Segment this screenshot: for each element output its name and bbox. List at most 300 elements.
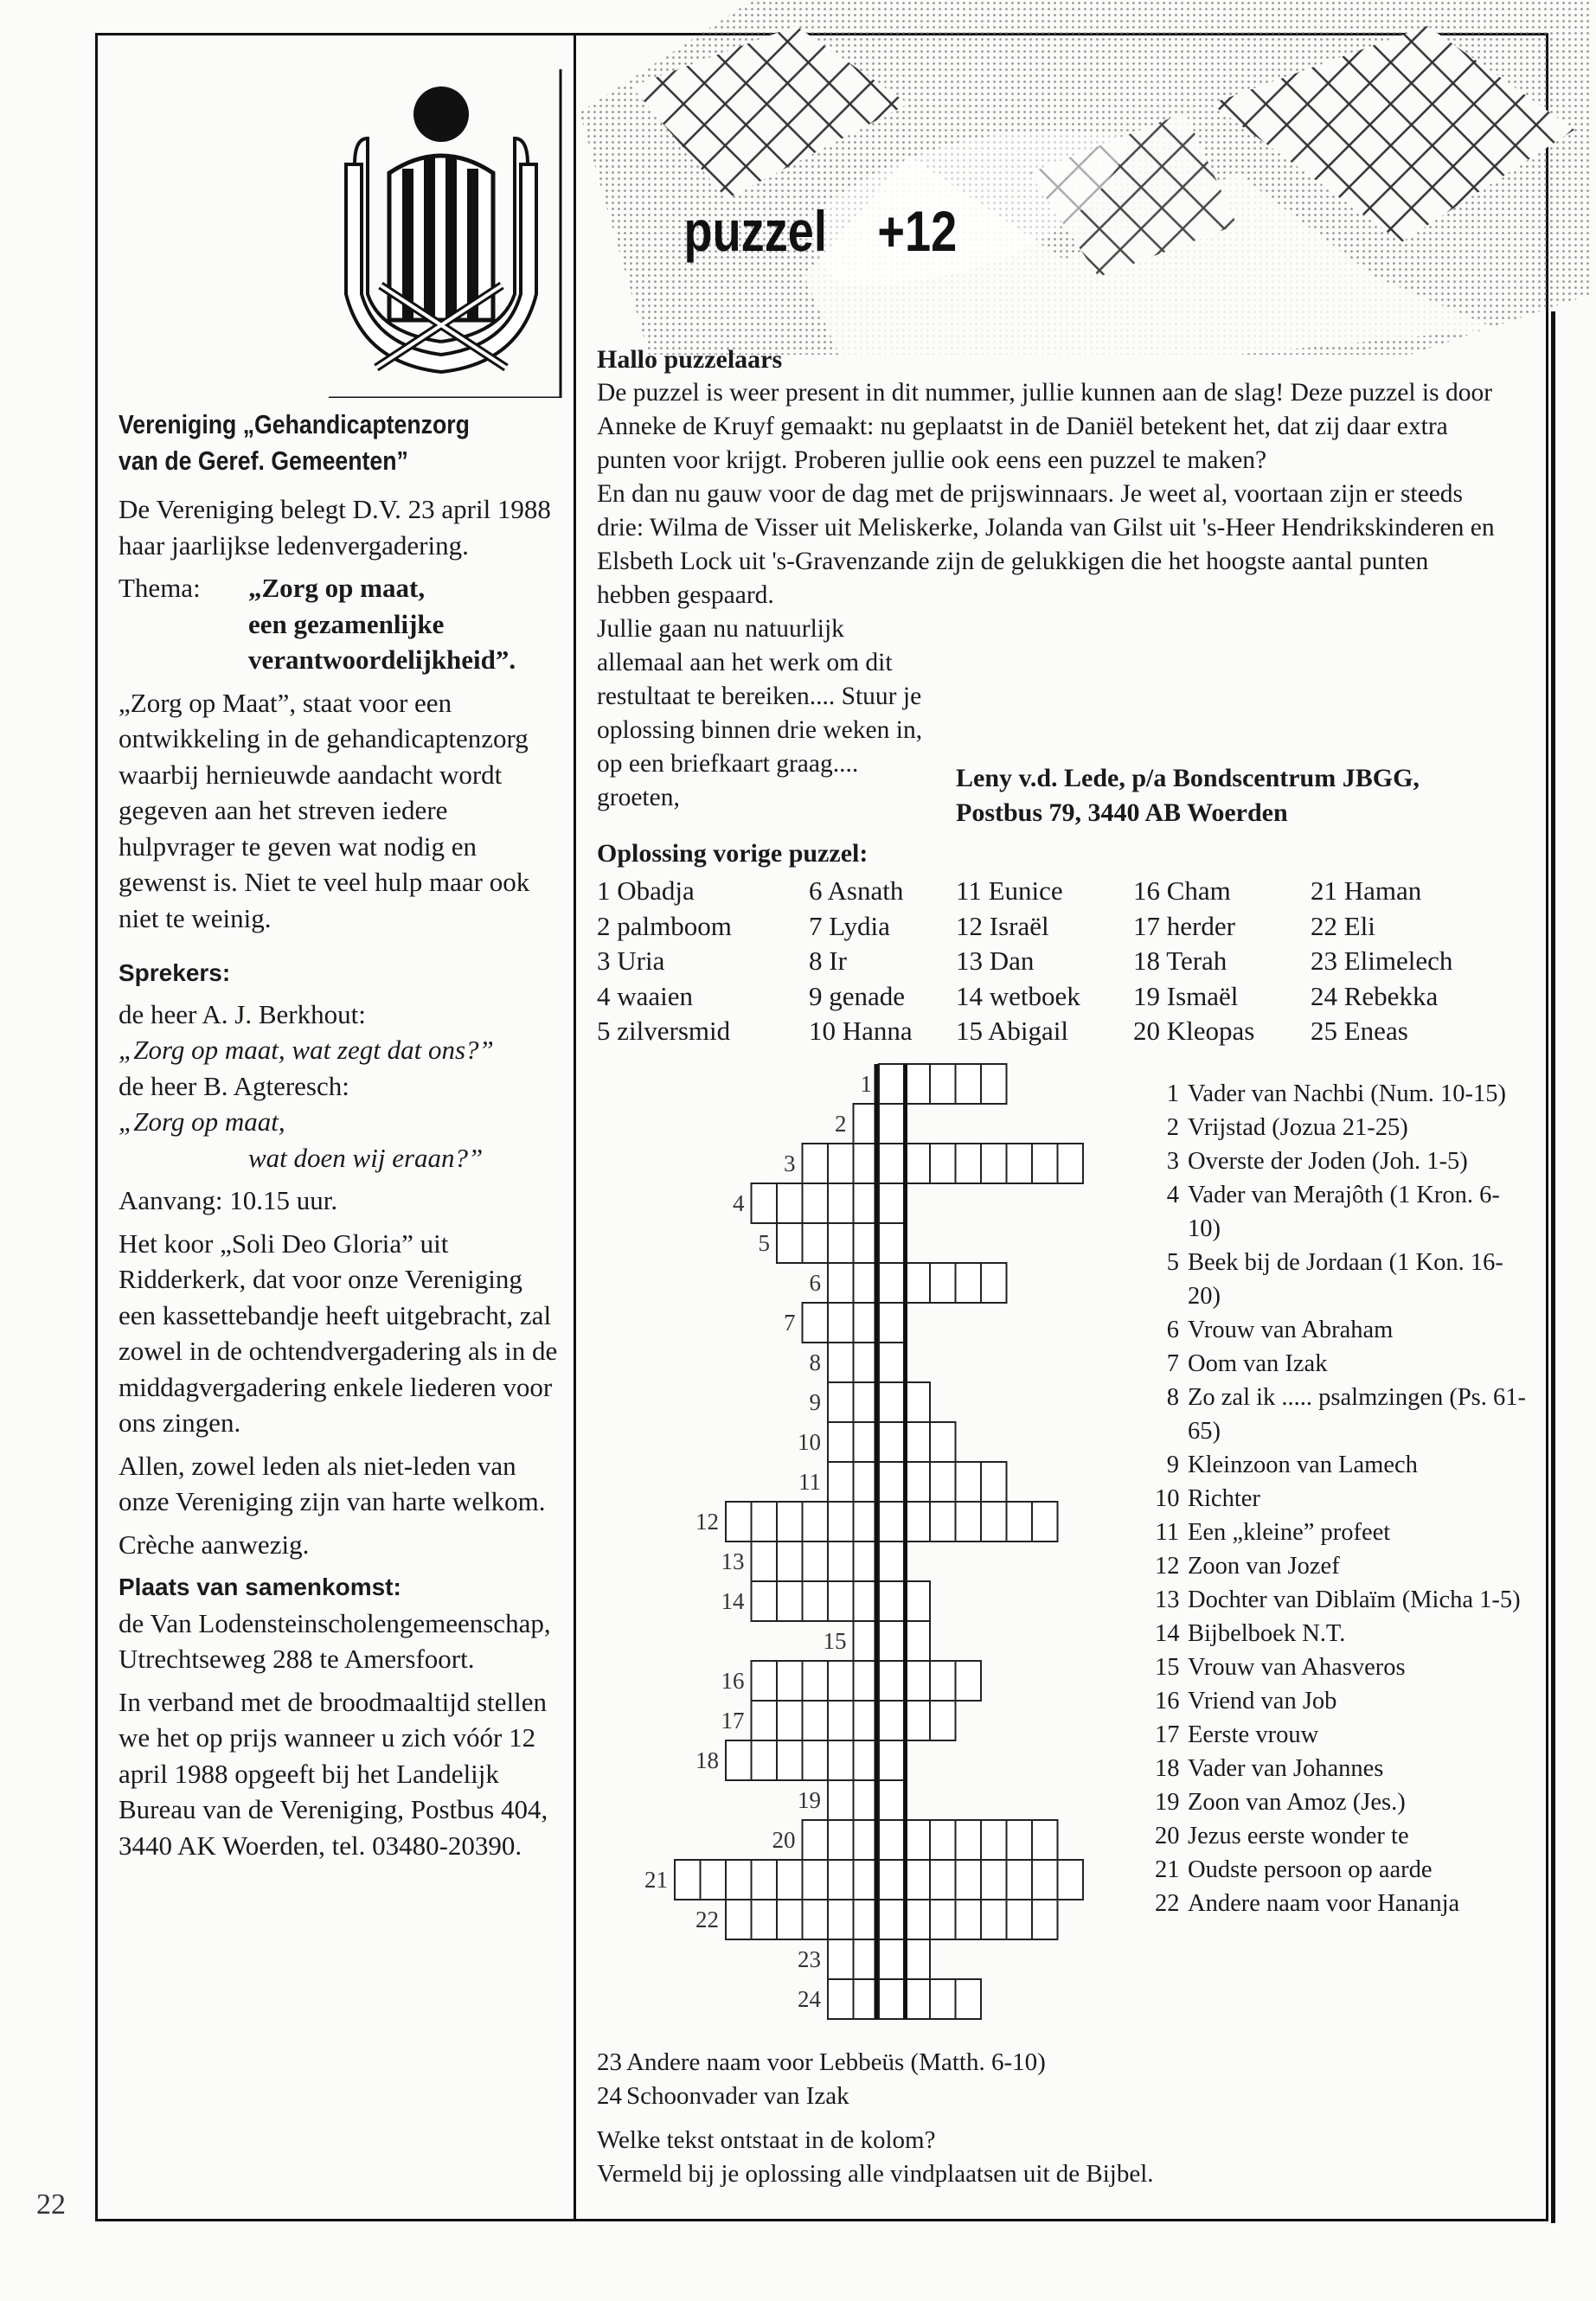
solution-item: 3 Uria — [597, 945, 665, 976]
crossword-cell[interactable] — [828, 1263, 854, 1303]
clue-item — [1155, 1752, 1527, 1785]
crossword-cell[interactable] — [981, 1462, 1007, 1502]
clue-text: Dochter van Diblaïm (Micha 1-5) — [1188, 1586, 1521, 1613]
crossword-cell[interactable] — [828, 1860, 854, 1900]
row-number: 21 — [644, 1867, 668, 1893]
clue-text: Kleinzoon van Lamech — [1188, 1452, 1418, 1478]
clue-text: Zo zal ik ..... psalmzingen (Ps. 61-65) — [1188, 1384, 1527, 1445]
solution-column-cell[interactable] — [879, 1740, 905, 1780]
crossword-cell[interactable] — [828, 1343, 854, 1382]
crossword-cell[interactable] — [930, 1860, 956, 1900]
crossword-cell[interactable] — [752, 1661, 778, 1701]
solution-item: 16 Cham — [1133, 875, 1231, 906]
clue-item — [1155, 1144, 1527, 1178]
solution-item: 25 Eneas — [1311, 1016, 1408, 1046]
puzzle-intro — [597, 343, 1505, 815]
crossword-cell[interactable] — [777, 1701, 803, 1740]
solution-item: 17 herder — [1133, 910, 1235, 941]
solution-item: 7 Lydia — [809, 910, 890, 941]
clue-number: 1 — [1166, 1080, 1179, 1107]
row-number: 15 — [823, 1628, 847, 1654]
crossword-cell[interactable] — [803, 1183, 829, 1223]
association-title: Vereniging „Gehandicaptenzorg van de Geref. Gemeenten” — [119, 409, 470, 476]
row-number: 12 — [695, 1509, 719, 1535]
clue-item — [1155, 1853, 1527, 1887]
crossword-cell[interactable] — [1032, 1144, 1058, 1183]
question-1: Welke tekst ontstaat in de kolom? — [597, 2126, 936, 2154]
row-number: 22 — [695, 1907, 719, 1932]
crossword-cell[interactable] — [956, 1144, 982, 1183]
crossword-grid — [588, 1060, 1107, 2046]
edge-bar — [1551, 311, 1555, 2223]
clue-item — [1155, 1313, 1527, 1347]
crossword-cell[interactable] — [675, 1860, 701, 1900]
solution-column-cell[interactable] — [879, 1780, 905, 1820]
clue-number: 16 — [1155, 1688, 1180, 1715]
crossword-cell[interactable] — [803, 1581, 829, 1621]
page-number: 22 — [36, 2189, 66, 2221]
crossword-cell[interactable] — [828, 1939, 854, 1979]
solution-column — [597, 874, 732, 1049]
crossword-cell[interactable] — [777, 1900, 803, 1939]
crossword-cell[interactable] — [981, 1064, 1007, 1104]
puzzle-number: +12 — [877, 198, 958, 264]
clue-item — [1155, 1448, 1527, 1482]
intro-para-2: En dan nu gauw voor de dag met de prijswinnaars. Je weet al, voortaan zijn er steeds drie: Wilma de Visser uit Meliskerke, Jolanda van Gilst uit 's-Heer Hendrikskinderen en Elsbeth Lock uit 's-Gravenzande zijn de gelukkigen die het hoogste aantal punten hebben gespaard. — [597, 480, 1495, 609]
choir-text: Het koor „Soli Deo Gloria” uit Ridderkerk, dat voor onze Vereniging een kassettebandje heeft uitgebracht, zal zowel in de ochtendvergadering als in de middagvergadering enkele liederen voor ons zingen. — [119, 1227, 558, 1438]
clue-text: Richter — [1188, 1485, 1260, 1512]
clue-item — [1155, 1178, 1527, 1246]
crossword-cell[interactable] — [930, 1701, 956, 1740]
creche-text: Crèche aanwezig. — [119, 1529, 310, 1560]
clue-list — [1155, 1077, 1527, 1920]
crossword-cell[interactable] — [803, 1860, 829, 1900]
crossword-cell[interactable] — [726, 1740, 752, 1780]
solution-item: 8 Ir — [809, 945, 847, 976]
crossword-cell[interactable] — [1032, 1502, 1058, 1541]
clue-item — [597, 2080, 1540, 2113]
clue-text: Vader van Nachbi (Num. 10-15) — [1188, 1080, 1507, 1107]
clue-number: 23 — [597, 2048, 622, 2076]
solution-column-cell[interactable] — [879, 1223, 905, 1263]
clue-text: Vriend van Job — [1188, 1688, 1337, 1715]
row-number: 5 — [758, 1230, 770, 1256]
crossword-cell[interactable] — [828, 1820, 854, 1860]
column-divider — [574, 33, 576, 2221]
clue-number: 19 — [1155, 1789, 1180, 1816]
clue-number: 10 — [1155, 1485, 1180, 1512]
crossword-cell[interactable] — [777, 1860, 803, 1900]
row-number: 17 — [721, 1708, 745, 1734]
crossword-cell[interactable] — [752, 1183, 778, 1223]
row-number: 19 — [798, 1787, 821, 1813]
clue-item — [1155, 1482, 1527, 1516]
crossword-cell[interactable] — [905, 1939, 931, 1979]
crossword-cell[interactable] — [981, 1820, 1007, 1860]
clue-item — [1155, 1549, 1527, 1583]
solution-item: 1 Obadja — [597, 875, 695, 906]
clue-number: 9 — [1166, 1452, 1179, 1478]
speaker-2-topic: „Zorg op maat, — [119, 1106, 285, 1137]
clue-number: 17 — [1155, 1721, 1180, 1748]
crossword-cell[interactable] — [905, 1979, 931, 2019]
crossword-cell[interactable] — [726, 1502, 752, 1541]
clue-text: Zoon van Amoz (Jes.) — [1188, 1789, 1406, 1816]
theme-body: „Zorg op Maat”, staat voor een ontwikkeling in de gehandicaptenzorg waarbij hernieuwde aandacht wordt gegeven aan het streven iedere hulpvrager te geven wat nodig en gewenst is. Niet te veel hulp maar ook niet te weinig. — [119, 687, 530, 933]
clue-text: Beek bij de Jordaan (1 Kon. 16-20) — [1188, 1249, 1503, 1310]
crossword-cell[interactable] — [803, 1144, 829, 1183]
crossword-cell[interactable] — [1007, 1900, 1033, 1939]
clue-item — [1155, 1583, 1527, 1617]
solution-item: 10 Hanna — [809, 1016, 913, 1046]
solution-column-cell[interactable] — [879, 1820, 905, 1860]
row-number: 4 — [733, 1190, 745, 1216]
row-number: 14 — [721, 1588, 745, 1614]
solution-item: 20 Kleopas — [1133, 1016, 1255, 1046]
clue-text: Andere naam voor Hananja — [1188, 1890, 1460, 1917]
clue-number: 4 — [1166, 1182, 1179, 1208]
crossword-cell[interactable] — [956, 1263, 982, 1303]
clue-text: Overste der Joden (Joh. 1-5) — [1188, 1148, 1468, 1175]
solution-item: 5 zilversmid — [597, 1016, 731, 1046]
crossword-cell[interactable] — [777, 1541, 803, 1581]
crossword-cell[interactable] — [1007, 1860, 1033, 1900]
solution-item: 6 Asnath — [809, 875, 904, 906]
row-number: 10 — [798, 1429, 821, 1455]
crossword-cell[interactable] — [828, 1303, 854, 1343]
puzzle-title: puzzel — [683, 198, 827, 264]
clue-number: 18 — [1155, 1755, 1180, 1782]
crossword-cell[interactable] — [726, 1900, 752, 1939]
solution-column-cell[interactable] — [879, 1382, 905, 1422]
crossword-cell[interactable] — [803, 1661, 829, 1701]
clue-item — [1155, 1617, 1527, 1650]
clue-text: Vrijstad (Jozua 21-25) — [1188, 1114, 1408, 1141]
speaker-2-topic-cont: wat doen wij eraan?” — [248, 1142, 484, 1173]
clue-number: 3 — [1166, 1148, 1179, 1175]
crossword-cell[interactable] — [930, 1422, 956, 1462]
crossword-cell[interactable] — [1032, 1820, 1058, 1860]
solution-column-cell[interactable] — [879, 1064, 905, 1104]
crossword-cell[interactable] — [956, 1979, 982, 2019]
start-time: Aanvang: 10.15 uur. — [119, 1185, 338, 1215]
solution-item: 2 palmboom — [597, 910, 732, 941]
venue-text: de Van Lodensteinscholengemeenschap, Utrechtseweg 288 te Amersfoort. — [119, 1607, 551, 1674]
clue-number: 5 — [1166, 1249, 1179, 1276]
clue-text: Oudste persoon op aarde — [1188, 1856, 1433, 1883]
crossword-cell[interactable] — [956, 1502, 982, 1541]
crossword-cell[interactable] — [777, 1740, 803, 1780]
crossword-cell[interactable] — [981, 1900, 1007, 1939]
solution-column-cell[interactable] — [879, 1144, 905, 1183]
lunch-text: In verband met de broodmaaltijd stellen we het op prijs wanneer u zich vóór 12 april 1988 opgeeft bij het Landelijk Bureau van de Vereniging, Postbus 404, 3440 AK Woerden, tel. 03480-20390. — [119, 1686, 548, 1861]
crossword-cell[interactable] — [1058, 1860, 1084, 1900]
clue-item — [1155, 1246, 1527, 1313]
crossword-cell[interactable] — [777, 1183, 803, 1223]
solution-column-cell[interactable] — [879, 1462, 905, 1502]
venue-heading: Plaats van samenkomst: — [119, 1574, 401, 1600]
solution-column-cell[interactable] — [879, 1422, 905, 1462]
row-number: 1 — [860, 1071, 872, 1097]
crossword-cell[interactable] — [956, 1820, 982, 1860]
crossword-cell[interactable] — [930, 1263, 956, 1303]
solution-item: 9 genade — [809, 980, 906, 1011]
row-number: 20 — [772, 1827, 796, 1853]
crossword-cell[interactable] — [803, 1223, 829, 1263]
solution-column-cell[interactable] — [879, 1621, 905, 1661]
crossword-cell[interactable] — [956, 1462, 982, 1502]
row-number: 13 — [721, 1548, 745, 1574]
greeting: Hallo puzzelaars — [597, 345, 783, 374]
clue-text: Eerste vrouw — [1188, 1721, 1319, 1748]
clue-item — [1155, 1785, 1527, 1819]
solution-item: 22 Eli — [1311, 910, 1375, 941]
crossword-cell[interactable] — [905, 1661, 931, 1701]
clue-item — [1155, 1718, 1527, 1752]
solution-column-cell[interactable] — [879, 1939, 905, 1979]
crossword-cell[interactable] — [981, 1144, 1007, 1183]
clue-item — [1155, 1516, 1527, 1549]
crossword-cell[interactable] — [803, 1820, 829, 1860]
solution-item: 23 Elimelech — [1311, 945, 1453, 976]
crossword-cell[interactable] — [930, 1462, 956, 1502]
crossword-cell[interactable] — [930, 1502, 956, 1541]
row-number: 18 — [695, 1747, 719, 1773]
crossword-cell[interactable] — [777, 1661, 803, 1701]
solution-column-cell[interactable] — [879, 1183, 905, 1223]
crossword-cell[interactable] — [828, 1900, 854, 1939]
crossword-cell[interactable] — [1007, 1502, 1033, 1541]
crossword-cell[interactable] — [828, 1661, 854, 1701]
solution-column-cell[interactable] — [879, 1860, 905, 1900]
crossword-cell[interactable] — [905, 1860, 931, 1900]
solution-column-cell[interactable] — [879, 1263, 905, 1303]
clue-item — [1155, 1077, 1527, 1111]
crossword-cell[interactable] — [905, 1064, 931, 1104]
crossword-cell[interactable] — [803, 1740, 829, 1780]
clue-text: Oom van Izak — [1188, 1350, 1328, 1377]
solution-column-cell[interactable] — [879, 1104, 905, 1144]
clue-number: 2 — [1166, 1114, 1179, 1141]
crossword-cell[interactable] — [828, 1223, 854, 1263]
clue-number: 14 — [1155, 1620, 1180, 1647]
crossword-cell[interactable] — [803, 1502, 829, 1541]
crossword-cell[interactable] — [905, 1382, 931, 1422]
solution-column-cell[interactable] — [879, 1541, 905, 1581]
crossword-cell[interactable] — [828, 1183, 854, 1223]
crossword-cell[interactable] — [828, 1541, 854, 1581]
crossword-cell[interactable] — [905, 1263, 931, 1303]
crossword-cell[interactable] — [930, 1661, 956, 1701]
solution-column-cell[interactable] — [879, 1303, 905, 1343]
speaker-1-topic: „Zorg op maat, wat zegt dat ons?” — [119, 1035, 494, 1065]
crossword-cell[interactable] — [1007, 1820, 1033, 1860]
clue-text: Andere naam voor Lebbeüs (Matth. 6-10) — [626, 2048, 1046, 2076]
clue-text: Bijbelboek N.T. — [1188, 1620, 1346, 1647]
crossword-cell[interactable] — [752, 1900, 778, 1939]
solution-column-cell[interactable] — [879, 1701, 905, 1740]
solution-item: 19 Ismaël — [1133, 980, 1239, 1011]
clue-item — [1155, 1111, 1527, 1144]
solution-column-cell[interactable] — [879, 1581, 905, 1621]
crossword-cell[interactable] — [1058, 1144, 1084, 1183]
crossword-cell[interactable] — [930, 1820, 956, 1860]
clue-text: Een „kleine” profeet — [1188, 1519, 1391, 1546]
solution-item: 12 Israël — [956, 910, 1049, 941]
crossword-cell[interactable] — [905, 1144, 931, 1183]
row-number: 6 — [809, 1270, 821, 1296]
crossword-cell[interactable] — [930, 1900, 956, 1939]
theme: Thema: „Zorg op maat, een gezamenlijke verantwoordelijkheid”. — [119, 573, 516, 675]
solution-item: 21 Haman — [1311, 875, 1422, 906]
row-number: 11 — [798, 1469, 821, 1495]
intro-para-3: Jullie gaan nu natuurlijk allemaal aan het werk om dit restultaat te bereiken.... Stuur je oplossing binnen drie weken in, op een briefkaart graag.... groeten, — [597, 615, 923, 811]
crossword-cell[interactable] — [905, 1701, 931, 1740]
meeting-intro: De Vereniging belegt D.V. 23 april 1988 haar jaarlijkse ledenvergadering. — [119, 494, 551, 561]
clue-number: 12 — [1155, 1553, 1180, 1580]
crossword-cell[interactable] — [726, 1860, 752, 1900]
solution-item: 15 Abigail — [956, 1016, 1069, 1046]
clue-number: 6 — [1166, 1317, 1179, 1343]
clue-item — [1155, 1819, 1527, 1853]
solution-item: 14 wetboek — [956, 980, 1080, 1011]
clue-item — [597, 2046, 1540, 2080]
crossword-cell[interactable] — [777, 1502, 803, 1541]
solution-item: 18 Terah — [1133, 945, 1227, 976]
crossword-cell[interactable] — [803, 1701, 829, 1740]
puzzle-footer — [597, 2046, 1540, 2191]
speakers-heading: Sprekers: — [119, 959, 231, 986]
crossword-cell[interactable] — [905, 1900, 931, 1939]
speaker-2: de heer B. Agteresch: — [119, 1070, 349, 1101]
crossword-cell[interactable] — [752, 1502, 778, 1541]
solution-column-cell[interactable] — [879, 1979, 905, 2019]
solution-item: 11 Eunice — [956, 875, 1063, 906]
solution-column-cell[interactable] — [879, 1661, 905, 1701]
crossword-cell[interactable] — [905, 1820, 931, 1860]
solution-item: 4 waaien — [597, 980, 694, 1011]
crossword-cell[interactable] — [930, 1064, 956, 1104]
crossword-cell[interactable] — [777, 1223, 803, 1263]
crossword-cell[interactable] — [803, 1303, 829, 1343]
crossword-cell[interactable] — [777, 1581, 803, 1621]
solution-column — [1133, 874, 1254, 1049]
clue-number: 24 — [597, 2082, 622, 2110]
crossword-cell[interactable] — [981, 1502, 1007, 1541]
crossword-cell[interactable] — [803, 1541, 829, 1581]
clue-item — [1155, 1347, 1527, 1381]
association-announcement — [119, 407, 560, 1870]
crossword-cell[interactable] — [930, 1144, 956, 1183]
crossword-cell[interactable] — [956, 1064, 982, 1104]
crossword-cell[interactable] — [905, 1502, 931, 1541]
clue-text: Schoonvader van Izak — [626, 2082, 849, 2110]
clue-text: Vrouw van Ahasveros — [1188, 1654, 1406, 1681]
clue-number: 20 — [1155, 1823, 1180, 1849]
clue-text: Zoon van Jozef — [1188, 1553, 1340, 1580]
crossword-cell[interactable] — [752, 1740, 778, 1780]
crossword-cell[interactable] — [828, 1462, 854, 1502]
crossword-cell[interactable] — [1032, 1860, 1058, 1900]
clue-number: 22 — [1155, 1890, 1180, 1917]
crossword-cell[interactable] — [828, 1422, 854, 1462]
clue-number: 7 — [1166, 1350, 1179, 1377]
crossword-cell[interactable] — [828, 1740, 854, 1780]
clue-number: 21 — [1155, 1856, 1180, 1883]
speaker-1: de heer A. J. Berkhout: — [119, 998, 366, 1029]
crossword-cell[interactable] — [828, 1780, 854, 1820]
clue-number: 15 — [1155, 1654, 1180, 1681]
solution-column — [1311, 874, 1452, 1049]
crossword-cell[interactable] — [828, 1502, 854, 1541]
question-2: Vermeld bij je oplossing alle vindplaatsen uit de Bijbel. — [597, 2160, 1154, 2188]
solution-item: 24 Rebekka — [1311, 980, 1439, 1011]
crossword-cell[interactable] — [956, 1661, 982, 1701]
crossword-cell[interactable] — [752, 1581, 778, 1621]
clue-number: 13 — [1155, 1586, 1180, 1613]
crossword-cell[interactable] — [828, 1581, 854, 1621]
clue-text: Vader van Merajôth (1 Kron. 6-10) — [1188, 1182, 1500, 1242]
crossword-cell[interactable] — [956, 1860, 982, 1900]
crossword-cell[interactable] — [828, 1144, 854, 1183]
crossword-cell[interactable] — [981, 1860, 1007, 1900]
solution-heading: Oplossing vorige puzzel: — [597, 839, 869, 868]
solution-column-cell[interactable] — [879, 1900, 905, 1939]
crossword-cell[interactable] — [752, 1701, 778, 1740]
clue-number: 11 — [1155, 1519, 1179, 1546]
solution-column — [809, 874, 913, 1049]
row-number: 23 — [798, 1946, 821, 1972]
row-number: 24 — [798, 1986, 821, 2012]
row-number: 2 — [835, 1111, 847, 1137]
crossword-cell[interactable] — [752, 1541, 778, 1581]
row-number: 3 — [784, 1150, 796, 1176]
solution-column — [956, 874, 1080, 1049]
crossword-cell[interactable] — [828, 1701, 854, 1740]
crossword-cell[interactable] — [905, 1462, 931, 1502]
clue-text: Vrouw van Abraham — [1188, 1317, 1394, 1343]
crossword-cell[interactable] — [981, 1263, 1007, 1303]
crossword-cell[interactable] — [956, 1900, 982, 1939]
intro-para-1: De puzzel is weer present in dit nummer, jullie kunnen aan de slag! Deze puzzel is door Anneke de Kruyf gemaakt: nu geplaatst in de Daniël betekent het, dat zij daar extra punten voor krijgt. Proberen jullie ook eens een puzzel te maken? — [597, 379, 1493, 474]
row-number: 9 — [809, 1389, 821, 1415]
crossword-cell[interactable] — [1007, 1144, 1033, 1183]
crossword-cell[interactable] — [701, 1860, 727, 1900]
crossword-cell[interactable] — [905, 1422, 931, 1462]
row-number: 7 — [784, 1310, 796, 1336]
crossword-cell[interactable] — [930, 1979, 956, 2019]
row-number: 16 — [721, 1668, 745, 1694]
puzzle-header — [580, 0, 1592, 355]
crossword-cell[interactable] — [752, 1860, 778, 1900]
crossword-cell[interactable] — [905, 1621, 931, 1661]
row-number: 8 — [809, 1349, 821, 1375]
crossword-cell[interactable] — [828, 1979, 854, 2019]
solution-column-cell[interactable] — [879, 1502, 905, 1541]
crossword-cell[interactable] — [828, 1382, 854, 1422]
clue-item — [1155, 1887, 1527, 1920]
crossword-cell[interactable] — [803, 1900, 829, 1939]
clue-text: Vader van Johannes — [1188, 1755, 1384, 1782]
clue-item — [1155, 1684, 1527, 1718]
solution-column-cell[interactable] — [879, 1343, 905, 1382]
clue-item — [1155, 1650, 1527, 1684]
association-logo — [329, 69, 562, 398]
welcome-text: Allen, zowel leden als niet-leden van onze Vereniging zijn van harte welkom. — [119, 1450, 546, 1516]
crossword-cell[interactable] — [1032, 1900, 1058, 1939]
solution-item: 13 Dan — [956, 945, 1035, 976]
crossword-cell[interactable] — [905, 1581, 931, 1621]
